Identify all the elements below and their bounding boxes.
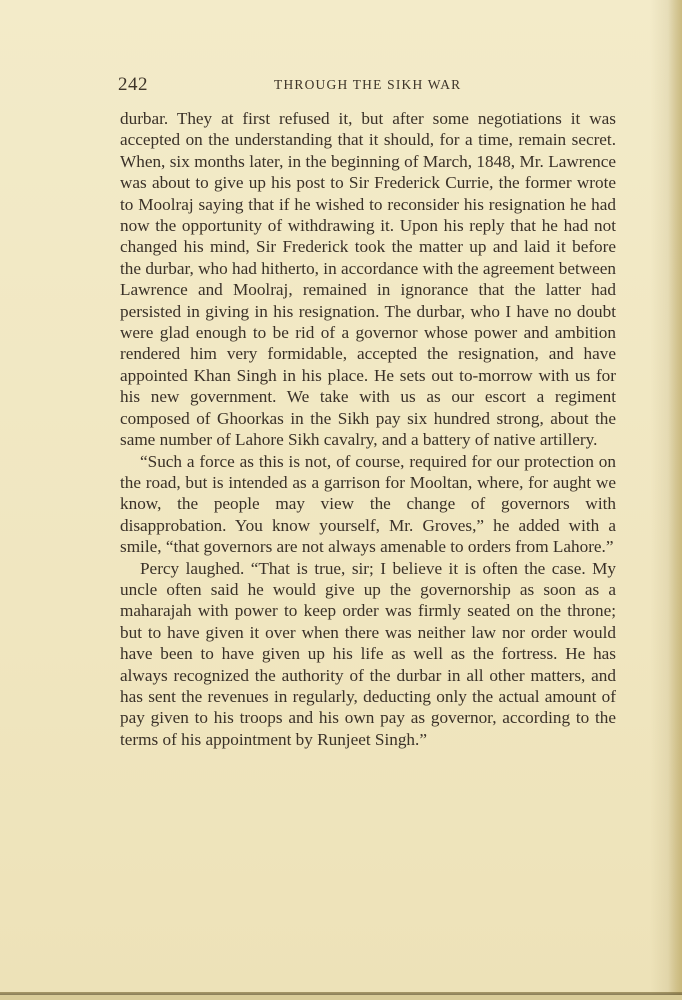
page-number: 242 bbox=[118, 74, 148, 95]
page-spine-shadow bbox=[668, 0, 682, 1000]
paragraph-2: “Such a force as this is not, of course, required for our protection on the road, but is intended as a garrison for Mooltan, where, for aught we know, the people may view the change of governors with disapprobation. You know yourself, Mr. Groves,” he added with a smile, “that governors are not always amenable to orders from Lahore.” bbox=[120, 451, 616, 557]
page-header bbox=[118, 74, 616, 96]
running-title: THROUGH THE SIKH WAR bbox=[274, 77, 462, 92]
body-text bbox=[120, 108, 616, 750]
bottom-edge-strip bbox=[0, 995, 682, 1000]
paragraph-3: Percy laughed. “That is true, sir; I believe it is often the case. My uncle often said he would give up the governorship as soon as a maharajah with power to keep order was firmly seated on the throne; but to have given it over when there was neither law nor order would have been to have given up his life as well as the fortress. He has always recognized the authority of the durbar in all other matters, and has sent the revenues in regularly, deducting only the actual amount of pay given to his troops and his own pay as governor, according to the terms of his appointment by Runjeet Singh.” bbox=[120, 558, 616, 749]
paragraph-1: durbar. They at first refused it, but after some negotiations it was accepted on the understanding that it should, for a time, remain secret. When, six months later, in the beginning of March, 1848, Mr. Lawrence was about to give up his post to Sir Frederick Currie, the former wrote to Moolraj saying that if he wished to reconsider his resignation he had now the opportunity of withdrawing it. Upon his reply that he had not changed his mind, Sir Frederick took the matter up and laid it before the durbar, who had hitherto, in accordance with the agreement between Lawrence and Moolraj, remained in ignorance that the latter had persisted in giving in his resignation. The durbar, who I have no doubt were glad enough to be rid of a governor whose power and ambition rendered him very formidable, accepted the resignation, and have appointed Khan Singh in his place. He sets out to-morrow with us for his new government. We take with us as our escort a regiment composed of Ghoorkas in the Sikh pay six hundred strong, about the same number of Lahore Sikh cavalry, and a battery of native artillery. bbox=[120, 109, 616, 450]
